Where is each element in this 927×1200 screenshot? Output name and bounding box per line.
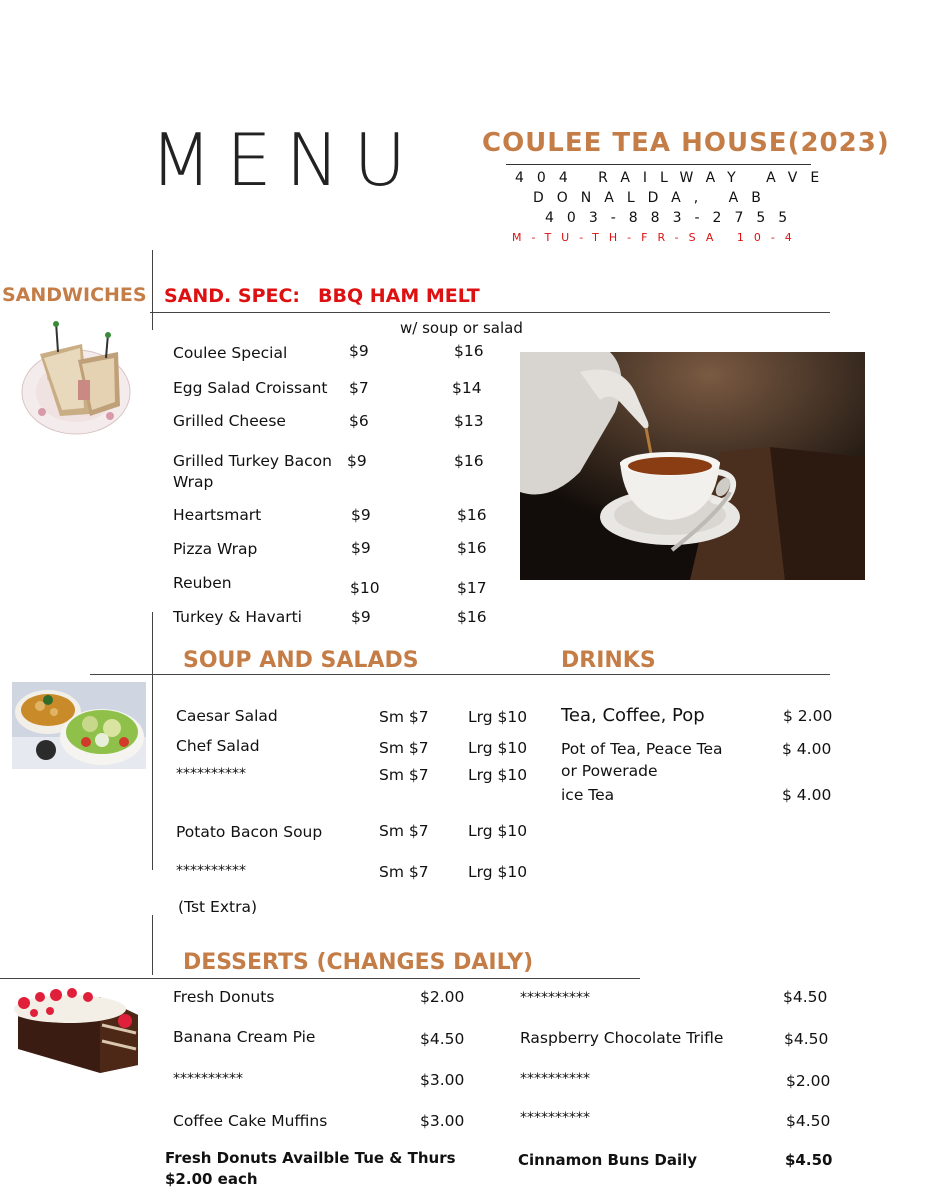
sandwich-name: Turkey & Havarti bbox=[173, 608, 302, 626]
drink-price: $ 2.00 bbox=[783, 707, 833, 725]
sandwich-combo-price: $16 bbox=[457, 608, 487, 626]
soup-small-price: Sm $7 bbox=[379, 739, 429, 757]
sandwich-price: $9 bbox=[347, 452, 367, 470]
dessert-price: $4.50 bbox=[783, 988, 828, 1006]
sandwich-combo-price: $17 bbox=[457, 579, 487, 597]
dessert-name: Banana Cream Pie bbox=[173, 1028, 316, 1046]
donut-availability-note: Fresh Donuts Availble Tue & Thurs bbox=[165, 1149, 456, 1167]
soup-large-price: Lrg $10 bbox=[468, 766, 528, 784]
drink-price: $ 4.00 bbox=[782, 740, 832, 758]
soup-name: Chef Salad bbox=[176, 737, 260, 755]
soup-small-price: Sm $7 bbox=[379, 708, 429, 726]
dessert-name: ********** bbox=[520, 1071, 590, 1087]
soup-name: ********** bbox=[176, 863, 246, 879]
soup-name: ********** bbox=[176, 766, 246, 782]
section-heading-desserts: DESSERTS (CHANGES DAILY) bbox=[183, 950, 534, 975]
soup-large-price: Lrg $10 bbox=[468, 863, 528, 881]
dessert-price: $2.00 bbox=[420, 988, 465, 1006]
sandwich-name: Coulee Special bbox=[173, 344, 288, 362]
shop-name: COULEE TEA HOUSE(2023) bbox=[482, 128, 890, 158]
sandwich-price: $6 bbox=[349, 412, 369, 430]
sandwich-combo-price: $16 bbox=[454, 342, 484, 360]
shop-hours: M-TU-TH-FR-SA 10-4 bbox=[512, 231, 802, 244]
dessert-name: Coffee Cake Muffins bbox=[173, 1112, 328, 1130]
dessert-price: $3.00 bbox=[420, 1112, 465, 1130]
drink-name: ice Tea bbox=[561, 786, 615, 804]
shop-address: 404 RAILWAY AVE bbox=[515, 170, 833, 186]
shop-town: DONALDA, AB bbox=[533, 190, 774, 206]
sandwich-price: $9 bbox=[351, 539, 371, 557]
divider bbox=[152, 250, 153, 330]
section-heading-soups: SOUP AND SALADS bbox=[183, 648, 419, 673]
sandwich-name: Grilled Cheese bbox=[173, 412, 286, 430]
tea-photo bbox=[520, 352, 865, 580]
special-item: BBQ HAM MELT bbox=[318, 285, 480, 307]
soup-salad-image bbox=[12, 682, 146, 769]
dessert-price: $4.50 bbox=[420, 1030, 465, 1048]
soup-small-price: Sm $7 bbox=[379, 822, 429, 840]
soup-small-price: Sm $7 bbox=[379, 766, 429, 784]
sandwich-image bbox=[20, 320, 132, 438]
cinnamon-buns-price: $4.50 bbox=[785, 1151, 833, 1169]
sandwich-combo-price: $13 bbox=[454, 412, 484, 430]
soup-large-price: Lrg $10 bbox=[468, 708, 528, 726]
divider bbox=[152, 915, 153, 975]
page-title: MENU bbox=[150, 118, 421, 202]
sandwich-price: $9 bbox=[349, 342, 369, 360]
sandwich-combo-price: $16 bbox=[457, 539, 487, 557]
sandwich-price: $10 bbox=[350, 579, 380, 597]
soup-name: Potato Bacon Soup bbox=[176, 823, 323, 841]
special-label: SAND. SPEC: bbox=[164, 285, 301, 307]
sandwich-name: Heartsmart bbox=[173, 506, 262, 524]
donut-availability-price: $2.00 each bbox=[165, 1170, 258, 1188]
divider bbox=[90, 674, 830, 675]
sandwich-price: $7 bbox=[349, 379, 369, 397]
dessert-name: Raspberry Chocolate Trifle bbox=[520, 1029, 724, 1047]
dessert-price: $3.00 bbox=[420, 1071, 465, 1089]
soup-name: Caesar Salad bbox=[176, 707, 278, 725]
drink-name-line2: or Powerade bbox=[561, 762, 658, 780]
toast-note: (Tst Extra) bbox=[178, 898, 257, 916]
soup-small-price: Sm $7 bbox=[379, 863, 429, 881]
dessert-name: Fresh Donuts bbox=[173, 988, 275, 1006]
drink-name: Pot of Tea, Peace Tea bbox=[561, 740, 723, 758]
dessert-price: $4.50 bbox=[786, 1112, 831, 1130]
sandwich-combo-price: $16 bbox=[454, 452, 484, 470]
sandwich-price: $9 bbox=[351, 506, 371, 524]
sandwich-name: Reuben bbox=[173, 574, 232, 592]
drink-name: Tea, Coffee, Pop bbox=[561, 705, 705, 726]
sandwich-name: Pizza Wrap bbox=[173, 540, 258, 558]
sandwich-combo-price: $16 bbox=[457, 506, 487, 524]
section-heading-sandwiches: SANDWICHES bbox=[2, 284, 147, 306]
divider bbox=[0, 978, 640, 979]
dessert-name: ********** bbox=[173, 1071, 243, 1087]
combo-note: w/ soup or salad bbox=[400, 319, 523, 337]
shop-phone: 403-883-2755 bbox=[545, 210, 801, 226]
section-heading-drinks: DRINKS bbox=[561, 648, 656, 673]
dessert-price: $4.50 bbox=[784, 1030, 829, 1048]
sandwich-name-line2: Wrap bbox=[173, 473, 214, 491]
soup-large-price: Lrg $10 bbox=[468, 822, 528, 840]
divider bbox=[152, 612, 153, 870]
sandwich-name: Grilled Turkey Bacon bbox=[173, 452, 332, 470]
sandwich-name: Egg Salad Croissant bbox=[173, 379, 328, 397]
divider bbox=[150, 312, 830, 313]
cinnamon-buns-note: Cinnamon Buns Daily bbox=[518, 1151, 698, 1169]
header-divider bbox=[506, 164, 811, 165]
cake-image bbox=[10, 985, 145, 1073]
dessert-price: $2.00 bbox=[786, 1072, 831, 1090]
soup-large-price: Lrg $10 bbox=[468, 739, 528, 757]
dessert-name: ********** bbox=[520, 990, 590, 1006]
sandwich-price: $9 bbox=[351, 608, 371, 626]
drink-price: $ 4.00 bbox=[782, 786, 832, 804]
dessert-name: ********** bbox=[520, 1110, 590, 1126]
sandwich-combo-price: $14 bbox=[452, 379, 482, 397]
